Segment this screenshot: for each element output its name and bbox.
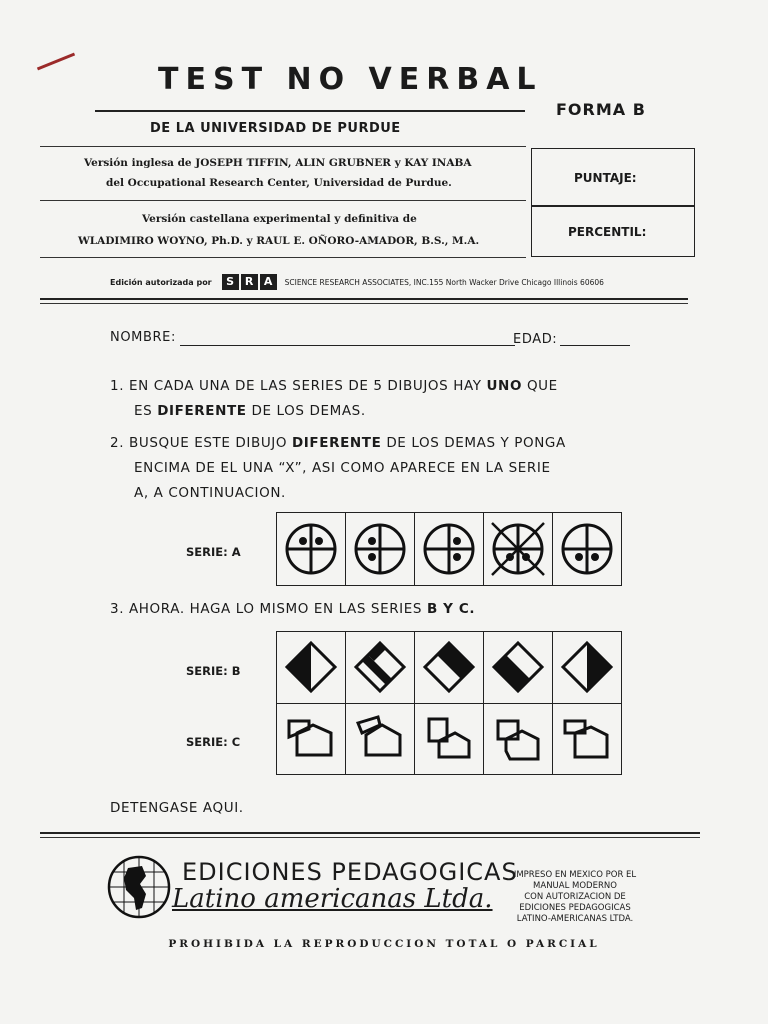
brand-script: Latino americanas Ltda.	[172, 884, 493, 914]
credits-line-1: Versión inglesa de JOSEPH TIFFIN, ALIN GRUBNER y KAY INABA	[84, 157, 472, 169]
score-box	[531, 148, 695, 257]
publisher-address: SCIENCE RESEARCH ASSOCIATES, INC.155 North Wacker Drive Chicago Illinois 60606	[284, 277, 604, 287]
divider	[40, 200, 526, 201]
copyright-notice: PROHIBIDA LA REPRODUCCION TOTAL O PARCIAL	[168, 938, 600, 950]
serie-a-item[interactable]	[277, 513, 346, 585]
serie-b-item[interactable]	[415, 632, 484, 703]
serie-c-item[interactable]	[277, 704, 346, 775]
divider	[40, 257, 526, 258]
stop-text: DETENGASE AQUI.	[110, 800, 244, 816]
instruction-1b: ES DIFERENTE DE LOS DEMAS.	[134, 403, 366, 419]
serie-c-row	[277, 704, 621, 775]
instruction-1: 1. EN CADA UNA DE LAS SERIES DE 5 DIBUJOS HAY UNO QUE	[110, 378, 558, 394]
section-rule	[40, 303, 688, 304]
credits-line-4: WLADIMIRO WOYNO, Ph.D. y RAUL E. OÑORO-AMADOR, B.S., M.A.	[78, 235, 480, 247]
credits-line-3: Versión castellana experimental y definitiva de	[142, 213, 417, 225]
instruction-2c: A, A CONTINUACION.	[134, 485, 286, 501]
header-rule	[95, 110, 525, 112]
nombre-label: NOMBRE:	[110, 330, 176, 345]
serie-c-label: SERIE: C	[186, 735, 241, 749]
serie-c-item[interactable]	[415, 704, 484, 775]
imprint: IMPRESO EN MEXICO POR EL MANUAL MODERNO CON AUTORIZACION DE EDICIONES PEDAGOGICAS LATINO-AMERICANAS LTDA.	[513, 870, 637, 924]
serie-a-item[interactable]	[346, 513, 415, 585]
serie-b-item[interactable]	[484, 632, 553, 703]
percentil-label: PERCENTIL:	[568, 225, 647, 239]
edad-field[interactable]	[560, 345, 630, 346]
serie-a-item-marked[interactable]	[484, 513, 553, 585]
serie-c-item[interactable]	[553, 704, 621, 775]
edition-prefix: Edición autorizada por	[110, 277, 212, 287]
pen-mark	[37, 53, 75, 71]
page-title: TEST NO VERBAL	[158, 62, 543, 97]
serie-a-item[interactable]	[553, 513, 621, 585]
footer-rule	[40, 832, 700, 834]
serie-b-item[interactable]	[553, 632, 621, 703]
instruction-2: 2. BUSQUE ESTE DIBUJO DIFERENTE DE LOS DEMAS Y PONGA	[110, 435, 566, 451]
edad-label: EDAD:	[513, 332, 558, 347]
serie-b-item[interactable]	[346, 632, 415, 703]
serie-bc-grid	[276, 631, 622, 775]
serie-a-label: SERIE: A	[186, 545, 241, 559]
serie-b-label: SERIE: B	[186, 664, 241, 678]
subtitle: DE LA UNIVERSIDAD DE PURDUE	[150, 121, 401, 136]
sra-logo: S R A	[222, 274, 279, 290]
serie-b-item[interactable]	[277, 632, 346, 703]
forma-label: FORMA B	[556, 100, 646, 119]
instruction-2b: ENCIMA DE EL UNA “X”, ASI COMO APARECE EN LA SERIE	[134, 460, 551, 476]
serie-a-grid	[276, 512, 622, 586]
globe-logo-icon	[106, 854, 172, 920]
serie-b-row	[277, 632, 621, 704]
serie-c-item[interactable]	[484, 704, 553, 775]
section-rule	[40, 298, 688, 300]
edition-row	[110, 272, 604, 292]
footer-rule	[40, 837, 700, 838]
credits-line-2: del Occupational Research Center, Universidad de Purdue.	[106, 177, 452, 189]
brand-name: EDICIONES PEDAGOGICAS	[182, 858, 518, 886]
puntaje-label: PUNTAJE:	[574, 171, 637, 185]
divider	[40, 146, 526, 147]
serie-c-item[interactable]	[346, 704, 415, 775]
instruction-3: 3. AHORA. HAGA LO MISMO EN LAS SERIES B Y C.	[110, 601, 476, 617]
nombre-field[interactable]	[180, 345, 515, 346]
serie-a-item[interactable]	[415, 513, 484, 585]
